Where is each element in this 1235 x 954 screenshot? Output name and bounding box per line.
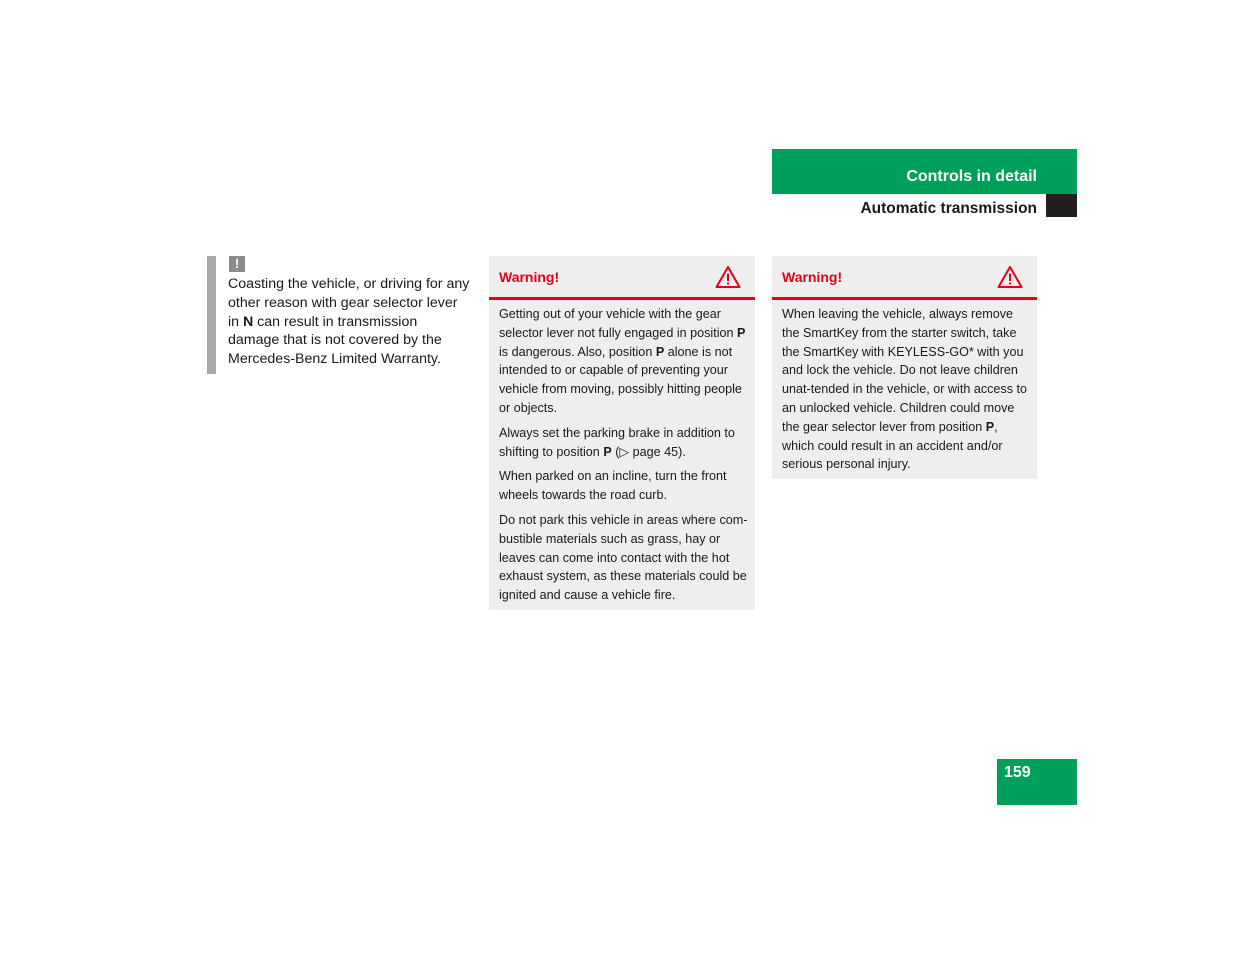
section-title: Controls in detail [906,168,1037,185]
header-marker [1046,194,1077,217]
subsection-title: Automatic transmission [860,200,1037,217]
warning-paragraph: When parked on an incline, turn the front wheels towards the road curb. [499,469,727,503]
warning-paragraph: When leaving the vehicle, always remove the SmartKey from the starter switch, take the SmartKey with KEYLESS-GO* with you and lock the vehicle. Do not leave children unat-tended in the vehicle, or with access to an unlocked vehicle. Children could move the gear selector lever from position P, which could result in an accident and/or serious personal injury. [782,307,1028,472]
note-block [207,256,472,374]
page-number: 159 [1004,764,1031,781]
page-number-box [997,759,1077,805]
note-text-bold: N [242,313,254,330]
header-section-bar [772,149,1077,194]
warning-paragraph: Always set the parking brake in addition to shifting to position P (▷ page 45). [499,425,735,459]
exclamation-icon: ! [229,256,245,272]
warning-box-children [772,256,1037,479]
warning-title: Warning! [499,269,560,285]
note-text-part: can result in transmission damage that is not covered by the Mercedes-Benz Limited Warranty. [228,313,442,368]
warning-body [782,305,1031,480]
warning-body [499,305,749,611]
warning-box-parking [489,256,755,610]
note-text-part: Coasting the vehicle, or driving for any other reason with gear selector lever in [228,276,470,330]
warning-title: Warning! [782,269,843,285]
warning-triangle-icon [715,265,741,289]
note-sidebar [207,256,216,374]
warning-header [772,256,1037,300]
warning-paragraph: Getting out of your vehicle with the gear selector lever not fully engaged in position P is dangerous. Also, position P alone is not intended to or capable of preventing your vehicle from moving, possibly hitting people or objects. [499,307,746,415]
warning-header [489,256,755,300]
note-text [228,275,472,369]
warning-paragraph: Do not park this vehicle in areas where com-bustible materials such as grass, hay or leaves can come into contact with the hot exhaust system, as these materials could be ignited and cause a vehicle fire. [499,512,748,603]
warning-triangle-icon [997,265,1023,289]
